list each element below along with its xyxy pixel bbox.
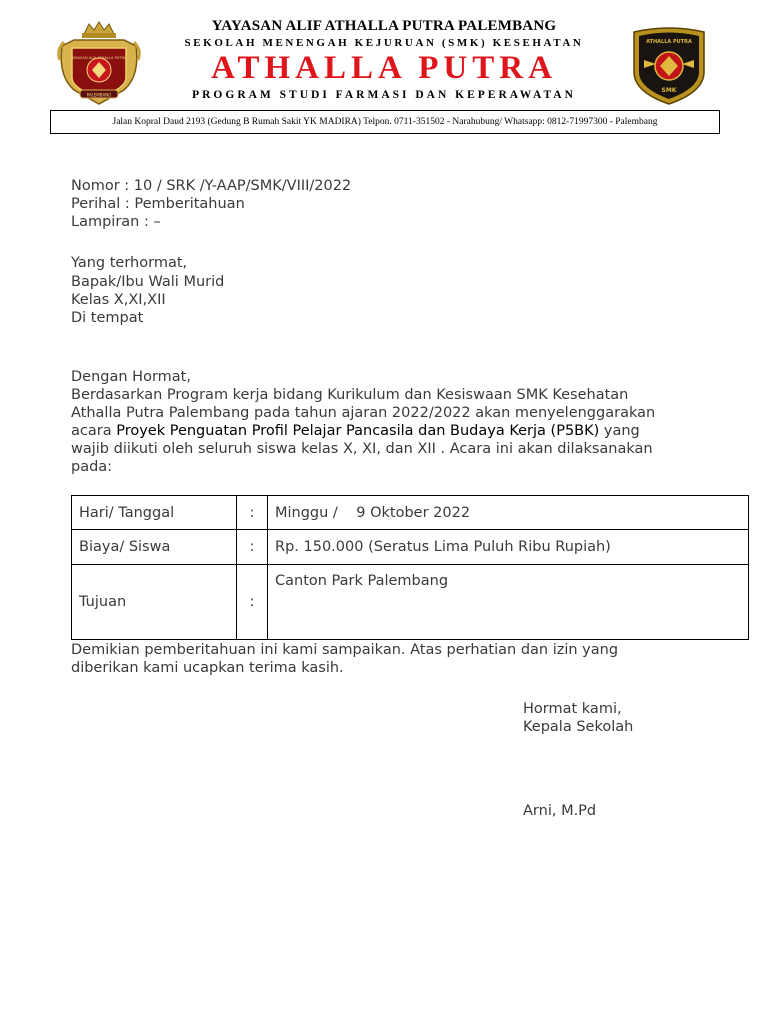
- svg-text:ATHALLA PUTRA: ATHALLA PUTRA: [646, 39, 692, 45]
- paragraph-line: [71, 422, 640, 440]
- row-label: Biaya/ Siswa: [72, 530, 237, 565]
- paragraph-text: acara: [71, 423, 117, 439]
- row-value: Rp. 150.000 (Seratus Lima Puluh Ribu Rupiah): [268, 530, 749, 565]
- row-label: Tujuan: [72, 565, 237, 640]
- greeting: Dengan Hormat,: [71, 369, 191, 385]
- addressee-recipient: Bapak/Ibu Wali Murid: [71, 274, 225, 290]
- table-row: [72, 530, 749, 565]
- addressee-class: Kelas X,XI,XII: [71, 292, 166, 308]
- study-programs: PROGRAM STUDI FARMASI DAN KEPERAWATAN: [192, 89, 576, 101]
- signature-title: Kepala Sekolah: [523, 719, 634, 735]
- school-name: ATHALLA PUTRA: [211, 50, 557, 86]
- letter-number: Nomor : 10 / SRK /Y-AAP/SMK/VIII/2022: [71, 178, 352, 194]
- row-value: Canton Park Palembang: [268, 565, 749, 640]
- row-separator: :: [237, 565, 268, 640]
- paragraph-line: wajib diikuti oleh seluruh siswa kelas X, XI, dan XII . Acara ini akan dilaksanakan: [71, 441, 653, 457]
- svg-text:SMK: SMK: [661, 87, 677, 94]
- signature-regards: Hormat kami,: [523, 701, 622, 717]
- row-value: Minggu / 9 Oktober 2022: [268, 496, 749, 530]
- school-address: Jalan Kopral Daud 2193 (Gedung B Rumah Sakit YK MADIRA) Telpon. 0711-351502 - Narahubung/ Whatsapp: 0812-71997300 - Palembang: [50, 110, 720, 134]
- closing-line: Demikian pemberitahuan ini kami sampaikan. Atas perhatian dan izin yang: [71, 642, 619, 658]
- svg-text:PALEMBANG: PALEMBANG: [86, 92, 112, 98]
- addressee-salutation: Yang terhormat,: [71, 255, 188, 271]
- paragraph-line: Athalla Putra Palembang pada tahun ajaran 2022/2022 akan menyelenggarakan: [71, 405, 656, 421]
- row-separator: :: [237, 530, 268, 565]
- row-label: Hari/ Tanggal: [72, 496, 237, 530]
- letter-subject: Perihal : Pemberitahuan: [71, 196, 245, 212]
- paragraph-line: pada:: [71, 459, 113, 475]
- svg-text:YAYASAN ALIF ATHALLA PUTRA: YAYASAN ALIF ATHALLA PUTRA: [71, 56, 127, 60]
- addressee-place: Di tempat: [71, 310, 144, 326]
- row-separator: :: [237, 496, 268, 530]
- closing-line: diberikan kami ucapkan terima kasih.: [71, 660, 344, 676]
- event-name: Proyek Penguatan Profil Pelajar Pancasila dan Budaya Kerja (P5BK): [116, 423, 600, 439]
- event-details-table: [71, 495, 749, 640]
- table-row: [72, 565, 749, 640]
- foundation-name: YAYASAN ALIF ATHALLA PUTRA PALEMBANG: [211, 18, 557, 34]
- letter-attachment: Lampiran : –: [71, 214, 161, 230]
- table-row: [72, 496, 749, 530]
- paragraph-line: Berdasarkan Program kerja bidang Kurikulum dan Kesiswaan SMK Kesehatan: [71, 387, 629, 403]
- paragraph-text: yang: [599, 423, 640, 439]
- school-type: SEKOLAH MENENGAH KEJURUAN (SMK) KESEHATAN: [184, 37, 584, 49]
- signer-name: Arni, M.Pd: [523, 803, 597, 819]
